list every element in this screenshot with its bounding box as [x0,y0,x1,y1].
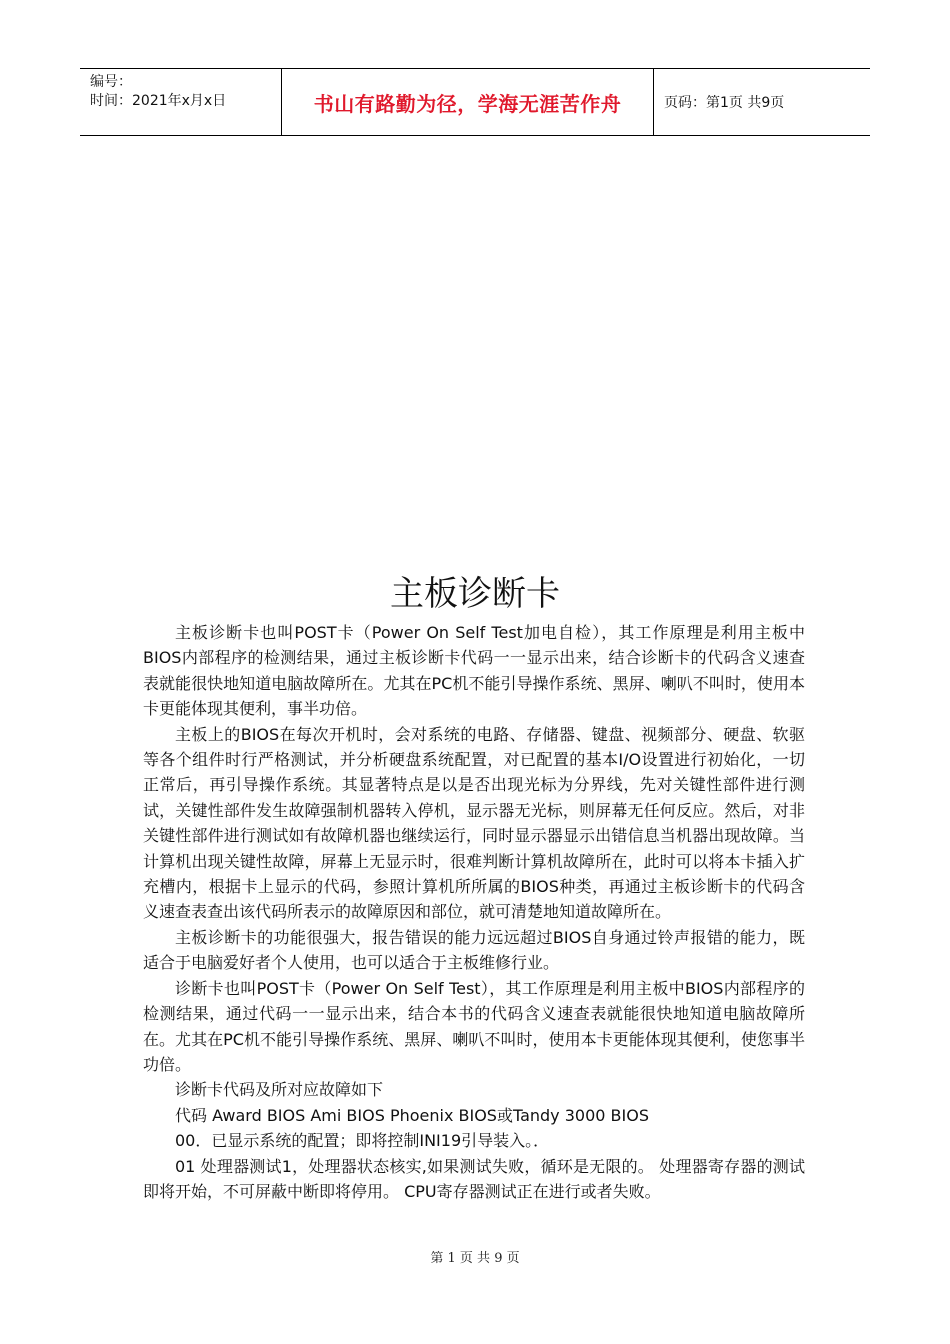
paragraph: 诊断卡代码及所对应故障如下 [175,1080,384,1100]
document-body [143,620,805,1204]
time-label: 时间：2021年x月x日 [90,93,227,109]
document-title: 主板诊断卡 [390,574,560,614]
paragraph: 01 处理器测试1，处理器状态核实,如果测试失败，循环是无限的。 处理器寄存器的测试即将开始，不可屏蔽中断即将停用。 CPU寄存器测试正在进行或者失败。 [143,1156,805,1201]
paragraph: 主板上的BIOS在每次开机时，会对系统的电路、存储器、键盘、视频部分、硬盘、软驱等各个组件时行严格测试，并分析硬盘系统配置，对已配置的基本I/O设置进行初始化，一切正常后，再引导操作系统。其显著特点是以是否出现光标为分界线，先对关键性部件进行测试，关键性部件发生故障强制机器转入停机，显示器无光标，则屏幕无任何反应。然后，对非关键性部件进行测试如有故障机器也继续运行，同时显示器显示出错信息当机器出现故障。当计算机出现关键性故障，屏幕上无显示时，很难判断计算机故障所在，此时可以将本卡插入扩充槽内，根据卡上显示的代码，参照计算机所所属的BIOS种类，再通过主板诊断卡的代码含义速查表查出该代码所表示的故障原因和部位，就可清楚地知道故障所在。 [143,724,805,922]
header-meta-cell [80,69,282,135]
number-label: 编号： [90,74,132,90]
header-table [80,68,870,136]
paragraph: 主板诊断卡的功能很强大，报告错误的能力远远超过BIOS自身通过铃声报错的能力，既适合于电脑爱好者个人使用，也可以适合于主板维修行业。 [143,927,805,973]
page-info: 页码：第1页 共9页 [664,95,785,111]
paragraph: 诊断卡也叫POST卡（Power On Self Test），其工作原理是利用主板中BIOS内部程序的检测结果，通过代码一一显示出来，结合本书的代码含义速查表就能很快地知道电脑故障所在。尤其在PC机不能引导操作系统、黑屏、喇叭不叫时，使用本卡更能体现其便利，使您事半功倍。 [143,978,805,1074]
paragraph: 主板诊断卡也叫POST卡（Power On Self Test加电自检），其工作原理是利用主板中BIOS内部程序的检测结果，通过主板诊断卡代码一一显示出来，结合诊断卡的代码含义速查表就能很快地知道电脑故障所在。尤其在PC机不能引导操作系统、黑屏、喇叭不叫时，使用本卡更能体现其便利，事半功倍。 [143,623,805,719]
paragraph: 00．已显示系统的配置；即将控制INI19引导装入。． [175,1131,550,1151]
paragraph: 代码 Award BIOS Ami BIOS Phoenix BIOS或Tandy 3000 BIOS [175,1105,649,1125]
motto-text: 书山有路勤为径，学海无涯苦作舟 [313,91,622,116]
page-footer: 第 1 页 共 9 页 [430,1251,520,1266]
header-motto-cell [282,69,654,135]
header-page-cell [654,69,870,135]
